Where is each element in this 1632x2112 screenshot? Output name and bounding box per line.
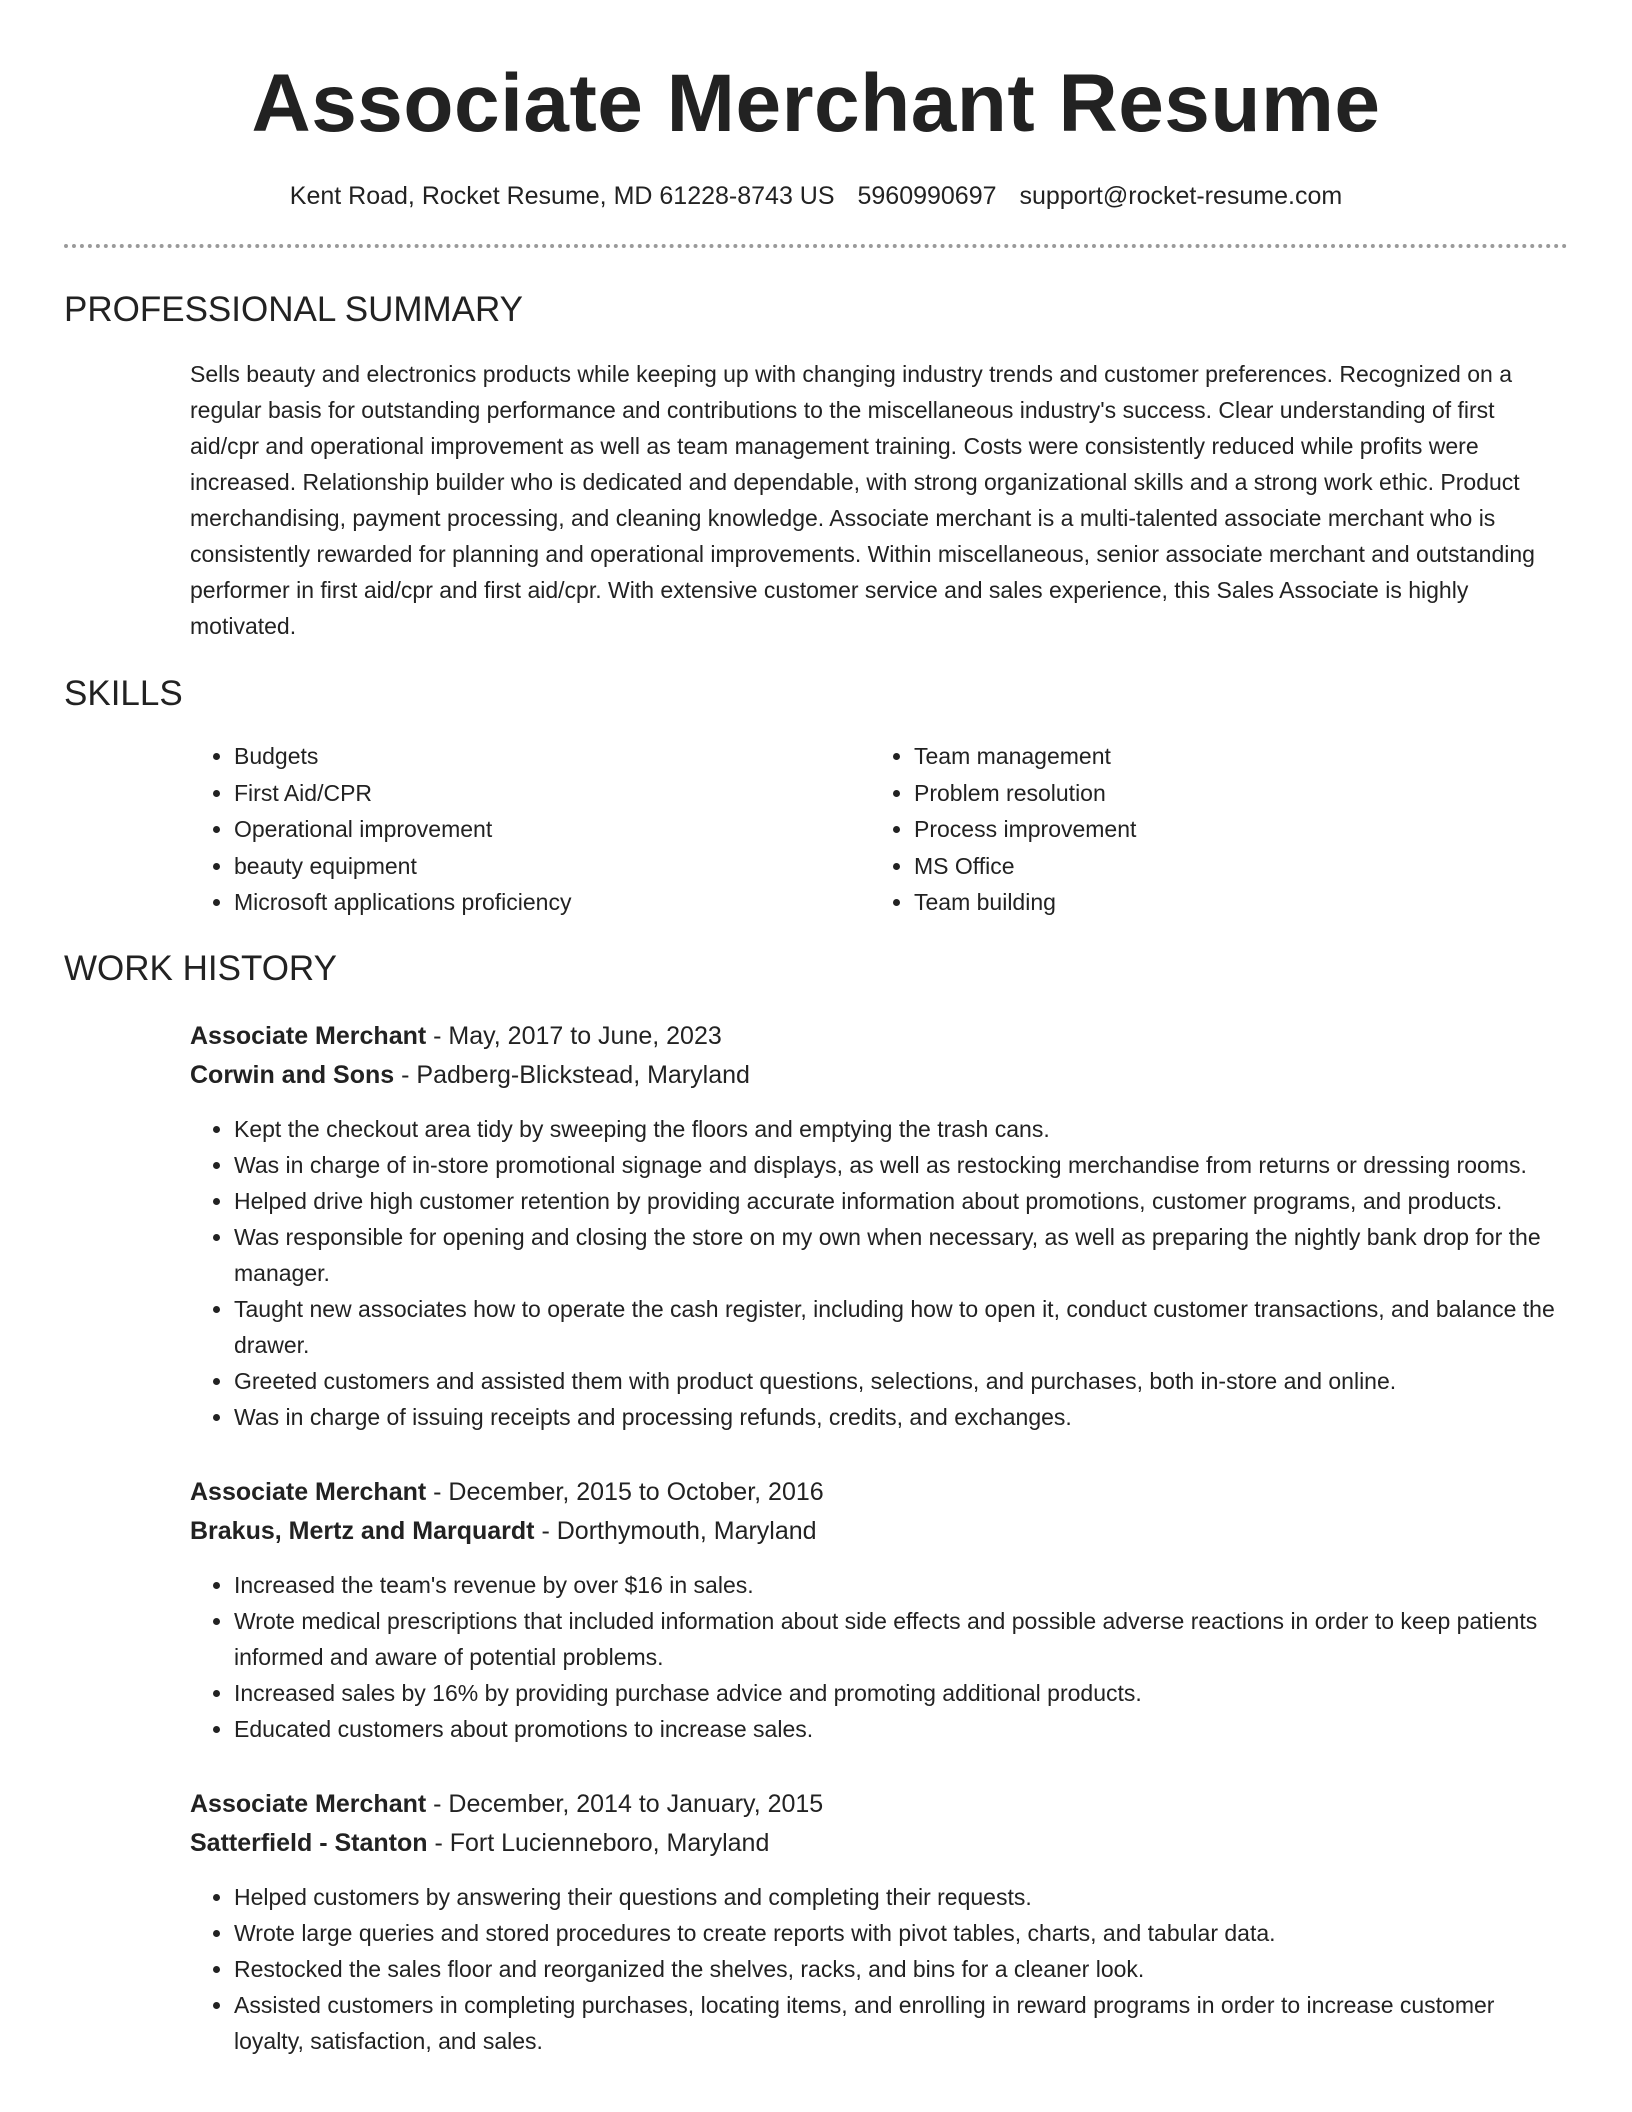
job-entry: [190, 1473, 1568, 1747]
skill-item: • Team management: [914, 738, 1514, 775]
job-title: Associate Merchant: [190, 1789, 427, 1818]
summary-text: Sells beauty and electronics products while keeping up with changing industry trends and customer preferences. Recognized on a regular basis for outstanding performance and contributions to the miscellaneous industry's success. Clear understanding of first aid/cpr and operational improvement as well as team management training. Costs were consistently reduced while profits were increased. Relationship builder who is dedicated and dependable, with strong organizational skills and a strong work ethic. Product merchandising, payment processing, and cleaning knowledge. Associate merchant is a multi-talented associate merchant who is consistently rewarded for planning and operational improvements. Within miscellaneous, senior associate merchant and outstanding performer in first aid/cpr and first aid/cpr. With extensive customer service and sales experience, this Sales Associate is highly motivated.: [190, 361, 1535, 639]
skills-column-right: [870, 738, 1514, 921]
job-title-line: [190, 1017, 1568, 1056]
skill-item: • Team building: [914, 884, 1514, 921]
job-title: Associate Merchant: [190, 1477, 427, 1506]
job-duty: • Increased the team's revenue by over $16 in sales.: [234, 1567, 1568, 1603]
job-title-line: [190, 1785, 1568, 1824]
job-company-line: [190, 1056, 1568, 1095]
job-duty: • Restocked the sales floor and reorganized the shelves, racks, and bins for a cleaner look.: [234, 1951, 1568, 1987]
header-divider: [64, 244, 1568, 248]
job-duty: • Was in charge of in-store promotional signage and displays, as well as restocking merchandise from returns or dressing rooms.: [234, 1147, 1568, 1183]
skill-item: • beauty equipment: [234, 848, 870, 885]
summary-heading: PROFESSIONAL SUMMARY: [64, 290, 523, 329]
job-location: - Fort Lucienneboro, Maryland: [427, 1828, 770, 1857]
job-duties: [190, 1567, 1568, 1747]
skill-item: • Problem resolution: [914, 775, 1514, 812]
job-location: - Dorthymouth, Maryland: [534, 1516, 817, 1545]
job-dates: - December, 2015 to October, 2016: [426, 1477, 824, 1506]
skill-item: • Operational improvement: [234, 811, 870, 848]
job-duty: • Assisted customers in completing purchases, locating items, and enrolling in reward programs in order to increase customer loyalty, satisfaction, and sales.: [234, 1987, 1568, 2059]
job-company: Brakus, Mertz and Marquardt: [190, 1516, 535, 1545]
skill-item: • Microsoft applications proficiency: [234, 884, 870, 921]
job-company: Corwin and Sons: [190, 1060, 395, 1089]
job-duty: • Wrote large queries and stored procedures to create reports with pivot tables, charts, and tabular data.: [234, 1915, 1568, 1951]
skill-item: • First Aid/CPR: [234, 775, 870, 812]
job-title-line: [190, 1473, 1568, 1512]
job-duty: • Educated customers about promotions to increase sales.: [234, 1711, 1568, 1747]
skills-column-left: [190, 738, 870, 921]
job-dates: - December, 2014 to January, 2015: [426, 1789, 824, 1818]
job-location: - Padberg-Blickstead, Maryland: [394, 1060, 750, 1089]
contact-address: Kent Road, Rocket Resume, MD 61228-8743 US: [289, 182, 835, 210]
job-duty: • Helped drive high customer retention by providing accurate information about promotions, customer programs, and products.: [234, 1183, 1568, 1219]
job-duty: • Kept the checkout area tidy by sweeping the floors and emptying the trash cans.: [234, 1111, 1568, 1147]
job-duty: • Taught new associates how to operate the cash register, including how to open it, conduct customer transactions, and balance the drawer.: [234, 1291, 1568, 1363]
job-duties: [190, 1879, 1568, 2059]
job-entry: [190, 1017, 1568, 1435]
work-history-heading: WORK HISTORY: [64, 948, 337, 988]
skills-list: [190, 738, 1568, 921]
skills-heading: SKILLS: [64, 674, 183, 713]
skill-item: • Budgets: [234, 738, 870, 775]
resume-page: [64, 0, 1568, 2059]
job-entry: [190, 1785, 1568, 2059]
job-duty: • Helped customers by answering their questions and completing their requests.: [234, 1879, 1568, 1915]
resume-title: Associate Merchant Resume: [251, 58, 1381, 149]
job-duties: [190, 1111, 1568, 1435]
job-company-line: [190, 1512, 1568, 1551]
skill-item: • MS Office: [914, 848, 1514, 885]
job-duty: • Wrote medical prescriptions that included information about side effects and possible adverse reactions in order to keep patients informed and aware of potential problems.: [234, 1603, 1568, 1675]
job-company: Satterfield - Stanton: [190, 1828, 428, 1857]
skill-item: • Process improvement: [914, 811, 1514, 848]
job-title: Associate Merchant: [190, 1021, 427, 1050]
contact-line: [64, 180, 1568, 212]
job-duty: • Was responsible for opening and closing the store on my own when necessary, as well as preparing the nightly bank drop for the manager.: [234, 1219, 1568, 1291]
job-company-line: [190, 1824, 1568, 1863]
job-duty: • Greeted customers and assisted them with product questions, selections, and purchases, both in-store and online.: [234, 1363, 1568, 1399]
job-duty: • Increased sales by 16% by providing purchase advice and promoting additional products.: [234, 1675, 1568, 1711]
job-duty: • Was in charge of issuing receipts and processing refunds, credits, and exchanges.: [234, 1399, 1568, 1435]
job-dates: - May, 2017 to June, 2023: [426, 1021, 722, 1050]
contact-email: support@rocket-resume.com: [1019, 182, 1343, 210]
contact-phone: 5960990697: [857, 182, 997, 210]
